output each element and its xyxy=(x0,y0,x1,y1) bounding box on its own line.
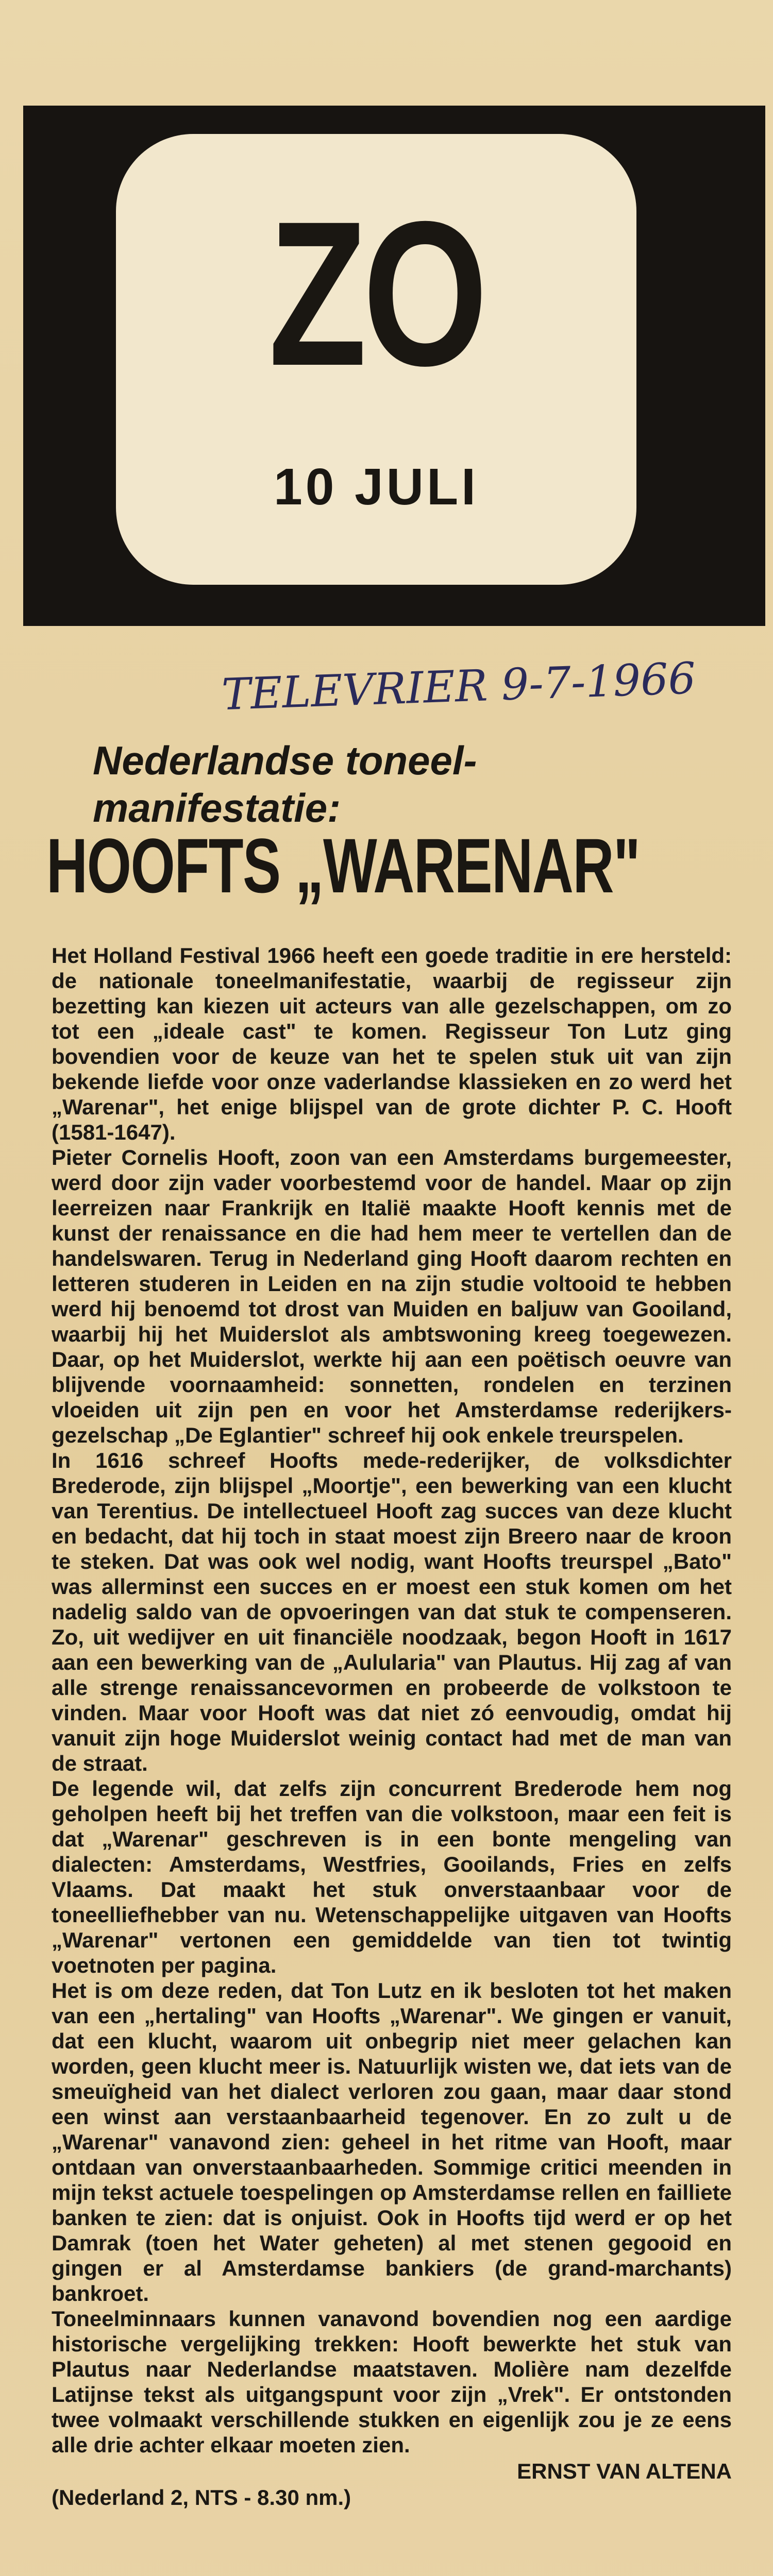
paragraph: In 1616 schreef Hoofts mede-rederijker, de volksdichter Brederode, zijn blijspel „Moortje", een bewerking van een klucht van Terentius. De intellectueel Hooft zag succes van deze klucht en bedacht, dat hij toch in staat moest zijn Breero naar de kroon te steken. Dat was ook wel nodig, want Hoofts treurspel „Bato" was allerminst een succes en er moest een stuk komen om het nadelig saldo van de opvoeringen van dat stuk te compenseren. Zo, uit wedijver en uit financiële noodzaak, begon Hooft in 1617 aan een bewerking van de „Aulularia" van Plautus. Hij zag af van alle strenge renaissancevormen en probeerde de volkstoon te vinden. Maar voor Hooft was dat niet zó eenvoudig, omdat hij vanuit zijn hoge Muiderslot weinig contact had met de man van de straat. xyxy=(52,1448,732,1775)
article-body xyxy=(52,943,732,2510)
paragraph: Pieter Cornelis Hooft, zoon van een Amsterdams burgemeester, werd door zijn vader voorbestemd voor de handel. Maar op zijn leerreizen naar Frankrijk en Italië maakte Hooft kennis met de kunst der renaissance en die had hem meer te vertellen dan de handelswaren. Terug in Nederland ging Hooft daarom rechten en letteren studeren in Leiden en na zijn studie voltooid te hebben werd hij benoemd tot drost van Muiden en baljuw van Gooiland, waarbij hij het Muiderslot als ambtswoning kreeg toegewezen. Daar, op het Muiderslot, werkte hij aan een poëtisch oeuvre van blijvende voornaamheid: sonnetten, rondelen en terzinen vloeiden uit zijn pen en voor het Amsterdamse rederijkers-gezelschap „De Eglantier" schreef hij ook enkele treurspelen. xyxy=(52,1145,732,1447)
broadcast-info: (Nederland 2, NTS - 8.30 nm.) xyxy=(52,2485,351,2510)
day-label: ZO xyxy=(268,178,484,409)
article-kicker xyxy=(93,737,711,832)
paragraph: Toneelminnaars kunnen vanavond bovendien nog een aardige historische vergelijking trekken: Hooft bewerkte het stuk van Plautus naar Nederlandse maatstaven. Molière nam dezelfde Latijnse tekst als uitgangspunt voor zijn „Vrek". Er ontstonden twee volmaakt verschillende stukken en eigenlijk zou je ze eens alle drie achter elkaar moeten zien. xyxy=(52,2307,732,2457)
kicker-line-1: Nederlandse toneel- xyxy=(93,738,477,783)
kicker-line-2: manifestatie: xyxy=(93,785,341,831)
handwritten-note: TELEVRIER 9-7-1966 xyxy=(221,653,697,720)
paragraph: De legende wil, dat zelfs zijn concurrent Brederode hem nog geholpen heeft bij het treffen van die volkstoon, maar een feit is dat „Warenar" geschreven is in een bonte mengeling van dialecten: Amsterdams, Westfries, Gooilands, Fries en zelfs Vlaams. Dat maakt het stuk onverstaanbaar voor de toneelliefhebber van nu. Wetenschappelijke uitgaven van Hoofts „Warenar" vertonen een gemiddelde van tien tot twintig voetnoten per pagina. xyxy=(52,1776,732,1977)
article-headline: HOOFTS „WARENAR" xyxy=(46,822,640,909)
date-label: 10 JULI xyxy=(274,458,479,516)
paragraph: Het Holland Festival 1966 heeft een goede traditie in ere hersteld: de nationale toneelmanifestatie, waarbij de regisseur zijn bezetting kan kiezen uit acteurs van alle gezelschappen, om zo tot een „ideale cast" te komen. Regisseur Ton Lutz ging bovendien voor de keuze van het te spelen stuk uit van zijn bekende liefde voor onze vaderlandse klassieken en zo werd het „Warenar", het enige blijspel van de grote dichter P. C. Hooft (1581-1647). xyxy=(52,943,732,1144)
paragraph: Het is om deze reden, dat Ton Lutz en ik besloten tot het maken van een „hertaling" van Hoofts „Warenar". We gingen er vanuit, dat een klucht, waarom uit onbegrip niet meer gelachen kan worden, geen klucht meer is. Natuurlijk wisten we, dat iets van de smeuïgheid van het dialect verloren zou gaan, maar daar stond een winst aan verstaanbaarheid tegenover. En zo zult u de „Warenar" vanavond zien: geheel in het ritme van Hooft, maar ontdaan van onverstaanbaarheden. Sommige critici meenden in mijn tekst actuele toespelingen op Amsterdamse rellen en failliete banken te zien: dat is onjuist. Ook in Hoofts tijd werd er op het Damrak (toen het Water geheten) al met stenen gegooid en gingen er al Amsterdamse bankiers (de grand-marchants) bankroet. xyxy=(52,1978,732,2306)
author-signature: ERNST VAN ALTENA xyxy=(517,2459,732,2483)
